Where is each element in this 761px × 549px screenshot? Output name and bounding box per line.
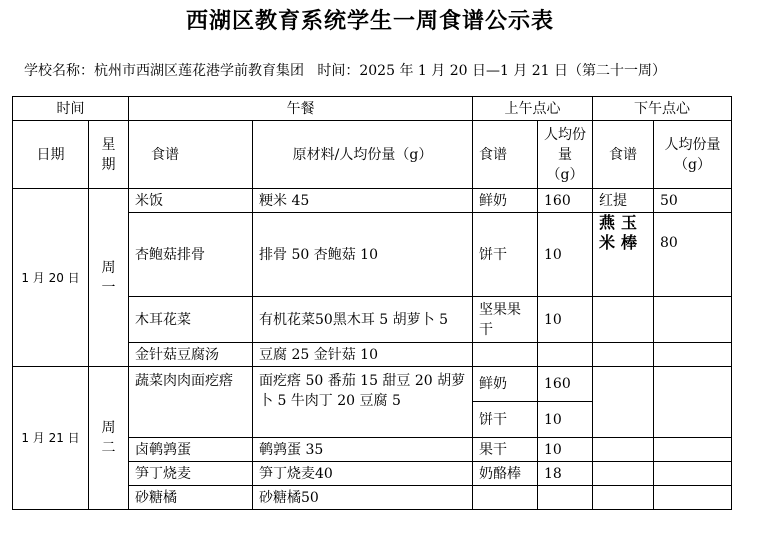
pm-qty-cell: [654, 343, 732, 367]
am-food-cell: 坚果果干: [473, 297, 538, 343]
ingredients-cell: 豆腐 25 金针菇 10: [253, 343, 473, 367]
ingredients-cell: 笋丁烧麦40: [253, 462, 473, 486]
am-food-cell: 饼干: [473, 213, 538, 297]
dish-cell: 笋丁烧麦: [129, 462, 253, 486]
pm-food-cell: [593, 297, 654, 343]
am-food-cell: 饼干: [473, 402, 538, 438]
header-am-snack: 上午点心: [473, 97, 593, 121]
am-food-cell: [473, 486, 538, 510]
header-pm-snack: 下午点心: [593, 97, 732, 121]
am-qty-cell: [538, 486, 593, 510]
header-am-recipe: 食谱: [473, 121, 538, 189]
pm-qty-cell: [654, 462, 732, 486]
pm-food-cell: [593, 367, 654, 438]
school-label: 学校名称：: [24, 63, 94, 79]
header-weekday: 星期: [89, 121, 129, 189]
pm-food-cell: 燕玉米棒: [593, 213, 654, 297]
pm-qty-cell: 80: [654, 213, 732, 297]
header-ingredients: 原材料/人均份量（g）: [253, 121, 473, 189]
dish-cell: 米饭: [129, 189, 253, 213]
header-row-2: [13, 121, 732, 189]
dish-cell: 杏鲍菇排骨: [129, 213, 253, 297]
page-title: 西湖区教育系统学生一周食谱公示表: [185, 8, 554, 34]
am-qty-cell: 160: [538, 189, 593, 213]
header-pm-recipe: 食谱: [593, 121, 654, 189]
time-label: 时间：: [317, 63, 360, 79]
am-qty-cell: 10: [538, 213, 593, 297]
ingredients-cell: 粳米 45: [253, 189, 473, 213]
am-qty-cell: 18: [538, 462, 593, 486]
header-time: 时间: [13, 97, 129, 121]
pm-qty-cell: 50: [654, 189, 732, 213]
pm-qty-cell: [654, 438, 732, 462]
pm-qty-cell: [654, 297, 732, 343]
dish-cell: 金针菇豆腐汤: [129, 343, 253, 367]
am-qty-cell: 10: [538, 297, 593, 343]
header-row-1: [13, 97, 732, 121]
date-cell: 1 月 21 日: [13, 367, 89, 510]
pm-qty-cell: [654, 486, 732, 510]
header-am-portion: 人均份量（g）: [538, 121, 593, 189]
am-food-cell: [473, 343, 538, 367]
table-row: [13, 367, 732, 402]
time-value: 2025 年 1 月 20 日—1 月 21 日（第二十一周）: [359, 63, 667, 79]
dish-cell: 蔬菜肉肉面疙瘩: [129, 367, 253, 438]
am-qty-cell: 10: [538, 438, 593, 462]
am-food-cell: 鲜奶: [473, 367, 538, 402]
weekday-cell: 周二: [89, 367, 129, 510]
pm-qty-cell: [654, 367, 732, 438]
header-pm-portion: 人均份量（g）: [654, 121, 732, 189]
header-recipe: 食谱: [129, 121, 253, 189]
school-name: 杭州市西湖区莲花港学前教育集团: [94, 63, 304, 79]
menu-table-main: [12, 96, 732, 510]
ingredients-cell: 有机花菜50黑木耳 5 胡萝卜 5: [253, 297, 473, 343]
pm-food-cell: [593, 462, 654, 486]
info-line: [24, 60, 666, 80]
am-qty-cell: 160: [538, 367, 593, 402]
ingredients-cell: 排骨 50 杏鲍菇 10: [253, 213, 473, 297]
header-lunch: 午餐: [129, 97, 473, 121]
table-row: [13, 189, 732, 213]
ingredients-cell: 鹌鹑蛋 35: [253, 438, 473, 462]
dish-cell: 木耳花菜: [129, 297, 253, 343]
am-qty-cell: 10: [538, 402, 593, 438]
weekday-cell: 周一: [89, 189, 129, 367]
am-food-cell: 果干: [473, 438, 538, 462]
am-qty-cell: [538, 343, 593, 367]
header-date: 日期: [13, 121, 89, 189]
pm-food-cell: [593, 438, 654, 462]
date-cell: 1 月 20 日: [13, 189, 89, 367]
pm-food-cell: [593, 343, 654, 367]
am-food-cell: 鲜奶: [473, 189, 538, 213]
ingredients-cell: 面疙瘩 50 番茄 15 甜豆 20 胡萝卜 5 牛肉丁 20 豆腐 5: [253, 367, 473, 438]
am-food-cell: 奶酪棒: [473, 462, 538, 486]
dish-cell: 卤鹌鹑蛋: [129, 438, 253, 462]
ingredients-cell: 砂糖橘50: [253, 486, 473, 510]
pm-food-cell: 红提: [593, 189, 654, 213]
dish-cell: 砂糖橘: [129, 486, 253, 510]
pm-food-cell: [593, 486, 654, 510]
